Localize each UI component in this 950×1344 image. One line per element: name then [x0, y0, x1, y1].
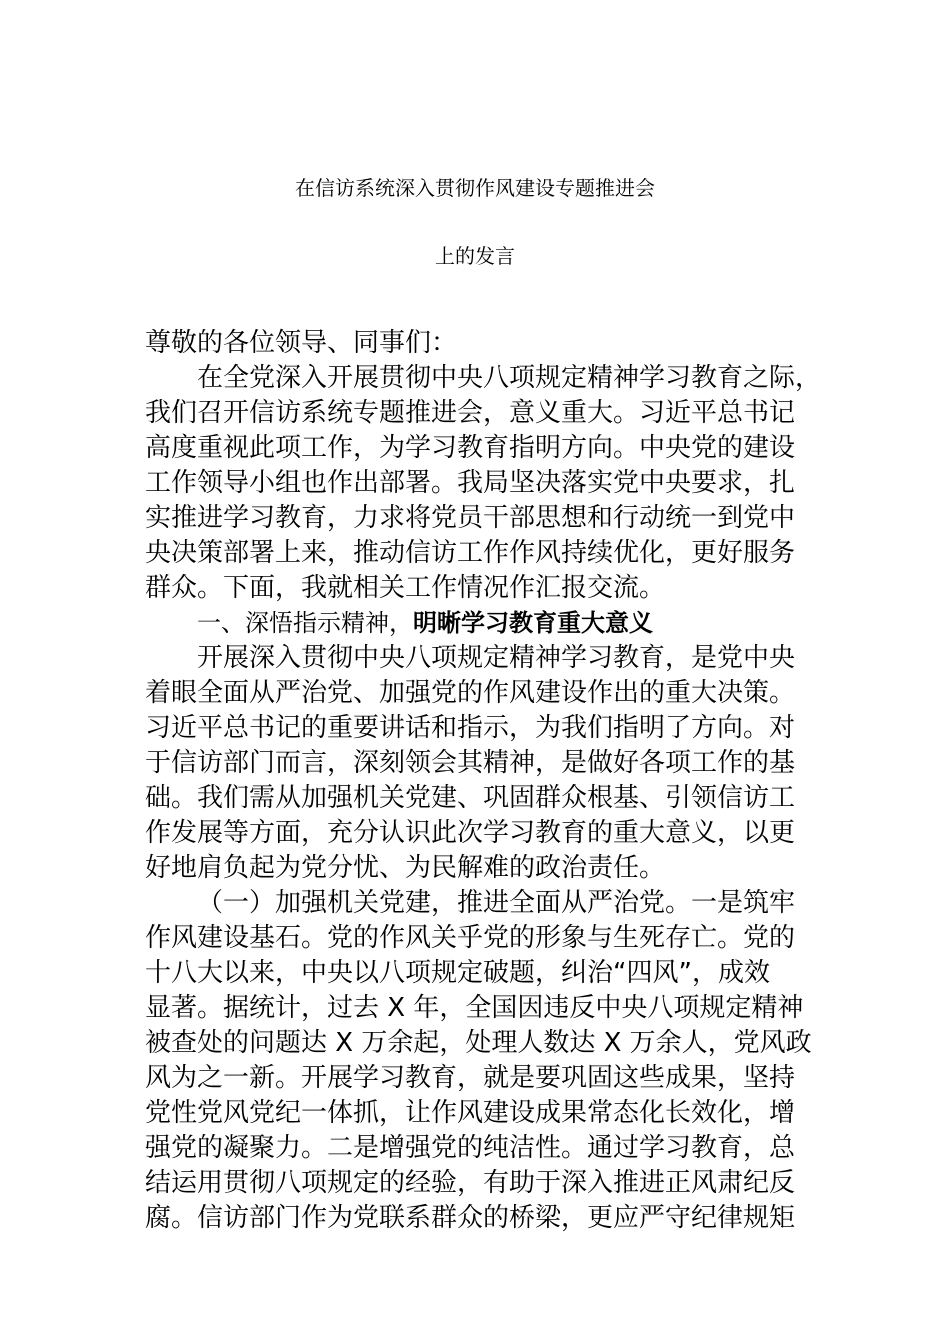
subsection1-line-8: 强党的凝聚力。二是增强党的纯洁性。通过学习教育，总 [145, 1133, 796, 1163]
subsection1-line-5: 被查处的问题达 X 万余起，处理人数达 X 万余人，党风政 [145, 1028, 812, 1058]
section-heading-1-prefix: 一、深悟指示精神， [197, 609, 413, 637]
document-title-line-2: 上的发言 [435, 244, 515, 268]
subsection1-line-9: 结运用贯彻八项规定的经验，有助于深入推进正风肃纪反 [145, 1168, 796, 1198]
intro-line-1: 在全党深入开展贯彻中央八项规定精神学习教育之际， [197, 363, 822, 393]
subsection1-line-10: 腐。信访部门作为党联系群众的桥梁，更应严守纪律规矩 [145, 1203, 796, 1233]
intro-line-6: 央决策部署上来，推动信访工作作风持续优化，更好服务 [145, 538, 796, 568]
subsection1-line-3: 十八大以来，中央以八项规定破题，纠治“四风”，成效 [145, 958, 770, 988]
section1-line-1: 开展深入贯彻中央八项规定精神学习教育，是党中央 [197, 643, 796, 673]
subsection1-line-4: 显著。据统计，过去 X 年，全国因违反中央八项规定精神 [145, 993, 804, 1023]
intro-line-7: 群众。下面，我就相关工作情况作汇报交流。 [145, 573, 666, 603]
section1-line-5: 础。我们需从加强机关党建、巩固群众根基、引领信访工 [145, 783, 796, 813]
intro-line-5: 实推进学习教育，力求将党员干部思想和行动统一到党中 [145, 503, 796, 533]
subsection1-line-7: 党性党风党纪一体抓，让作风建设成果常态化长效化，增 [145, 1098, 796, 1128]
document-title-line-1: 在信访系统深入贯彻作风建设专题推进会 [295, 176, 655, 200]
intro-line-2: 我们召开信访系统专题推进会，意义重大。习近平总书记 [145, 398, 796, 428]
section1-line-4: 于信访部门而言，深刻领会其精神，是做好各项工作的基 [145, 748, 796, 778]
subsection1-line-6: 风为之一新。开展学习教育，就是要巩固这些成果，坚持 [145, 1063, 796, 1093]
section1-line-2: 着眼全面从严治党、加强党的作风建设作出的重大决策。 [145, 678, 796, 708]
subsection1-line-1: （一）加强机关党建，推进全面从严治党。一是筑牢 [197, 888, 796, 918]
salutation: 尊敬的各位领导、同事们： [145, 328, 458, 358]
subsection1-line-2: 作风建设基石。党的作风关乎党的形象与生死存亡。党的 [145, 923, 796, 953]
intro-line-3: 高度重视此项工作，为学习教育指明方向。中央党的建设 [145, 433, 796, 463]
section1-line-3: 习近平总书记的重要讲话和指示，为我们指明了方向。对 [145, 713, 796, 743]
section-heading-1-bold: 明晰学习教育重大意义 [413, 609, 653, 637]
section1-line-7: 好地肩负起为党分忧、为民解难的政治责任。 [145, 853, 666, 883]
section-heading-1 [197, 606, 653, 640]
intro-line-4: 工作领导小组也作出部署。我局坚决落实党中央要求，扎 [145, 468, 796, 498]
section1-line-6: 作发展等方面，充分认识此次学习教育的重大意义，以更 [145, 818, 796, 848]
